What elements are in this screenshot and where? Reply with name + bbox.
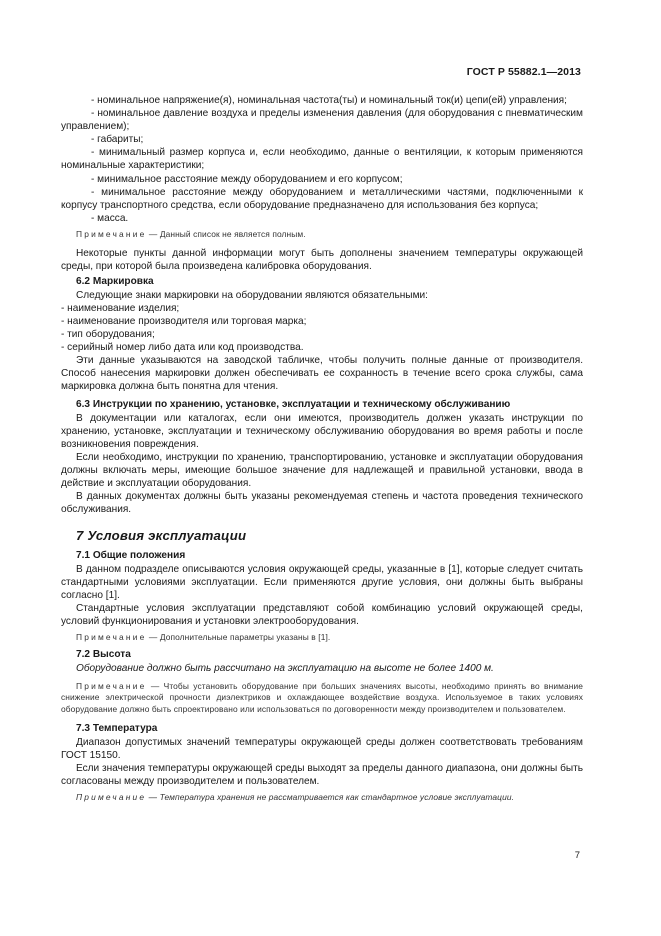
note-label: Примечание [76, 680, 147, 691]
list-item: - номинальное давление воздуха и пределы изменения давления (для оборудования с пневматическим управлением); [61, 108, 583, 133]
note [61, 792, 583, 804]
note-text: — Данный список не является полным. [148, 228, 306, 239]
note-text: — Температура хранения не рассматривается как стандартное условие эксплуатации. [148, 792, 515, 803]
list-item: - наименование производителя или торговая марка; [61, 316, 307, 327]
list-item: - тип оборудования; [61, 329, 155, 341]
note-label: Примечание [76, 792, 147, 803]
note [61, 681, 583, 716]
paragraph: Эти данные указываются на заводской табличке, чтобы получить полные данные от производителя. Способ нанесения маркировки должен обеспечивать ее сохранность в течение всего срока службы, сама маркировка должна быть понятна для чтения. [61, 355, 583, 393]
note-label: Примечание [76, 632, 147, 643]
note-label: Примечание [76, 228, 147, 239]
section-heading-6-3: 6.3 Инструкции по хранению, установке, эксплуатации и техническому обслуживанию [76, 398, 511, 410]
note-text: — Чтобы установить оборудование при больших значениях высоты, необходимо принять во внимание снижение электрической прочности диэлектриков и охлаждающее воздействие воздуха. Используемое в таких условиях оборудование должно быть спроектировано или использоваться по договоренности между производителем и пользователем. [61, 680, 583, 715]
paragraph: Стандартные условия эксплуатации представляют собой комбинацию условий окружающей среды, условий функционирования и установки электрооборудования. [61, 602, 583, 627]
paragraph: Если необходимо, инструкции по хранению, транспортированию, установке и эксплуатации оборудования должны включать меры, имеющие большое значение для надлежащей и правильной установки, ввода в действие и эксплуатации оборудования. [61, 451, 583, 490]
note [61, 229, 583, 241]
section-heading-7-2: 7.2 Высота [76, 648, 131, 660]
list-item: - масса. [91, 212, 129, 224]
list-item: - габариты; [91, 134, 144, 146]
document-header: ГОСТ Р 55882.1—2013 [466, 66, 581, 78]
paragraph: В данных документах должны быть указаны рекомендуемая степень и частота проведения технического обслуживания. [61, 491, 583, 516]
page-number: 7 [574, 850, 580, 861]
document-body [61, 94, 583, 804]
list-item: - номинальное напряжение(я), номинальная частота(ты) и номинальный ток(и) цепи(ей) управления; [91, 95, 567, 106]
paragraph: Оборудование должно быть рассчитано на эксплуатацию на высоте не более 1400 м. [76, 662, 494, 674]
section-heading-7-3: 7.3 Температура [76, 722, 158, 734]
section-heading-7-1: 7.1 Общие положения [76, 549, 186, 561]
paragraph: В данном подразделе описываются условия окружающей среды, указанные в [1], которые следует считать стандартными условиями эксплуатации. Если применяются другие условия, они должны быть выбраны согласно [1]. [61, 563, 583, 601]
note [61, 632, 583, 644]
section-heading-6-2: 6.2 Маркировка [76, 275, 154, 287]
list-item: - минимальный размер корпуса и, если необходимо, данные о вентиляции, к которым применяются номинальные характеристики; [61, 147, 583, 172]
list-item: - минимальное расстояние между оборудованием и металлическими частями, подключенными к корпусу транспортного средства, если оборудование предназначено для использования без корпуса; [61, 186, 583, 211]
paragraph: Диапазон допустимых значений температуры окружающей среды должен соответствовать требованиям ГОСТ 15150. [61, 736, 583, 761]
paragraph: В документации или каталогах, если они имеются, производитель должен указать инструкции по хранению, установке, эксплуатации и техническому обслуживанию оборудования во время работы и после возникновения повреждения. [61, 412, 583, 450]
section-heading-7: 7 Условия эксплуатации [76, 528, 247, 544]
paragraph: Следующие знаки маркировки на оборудовании являются обязательными: [76, 289, 428, 301]
note-text: — Дополнительные параметры указаны в [1]. [148, 632, 331, 643]
paragraph: Некоторые пункты данной информации могут быть дополнены значением температуры окружающей среды, при которой была произведена калибровка оборудования. [61, 247, 583, 272]
list-item: - минимальное расстояние между оборудованием и его корпусом; [91, 173, 403, 185]
list-item: - наименование изделия; [61, 302, 180, 314]
list-item: - серийный номер либо дата или код производства. [61, 342, 304, 354]
paragraph: Если значения температуры окружающей среды выходят за пределы данного диапазона, они должны быть согласованы между производителем и пользователем. [61, 762, 583, 787]
